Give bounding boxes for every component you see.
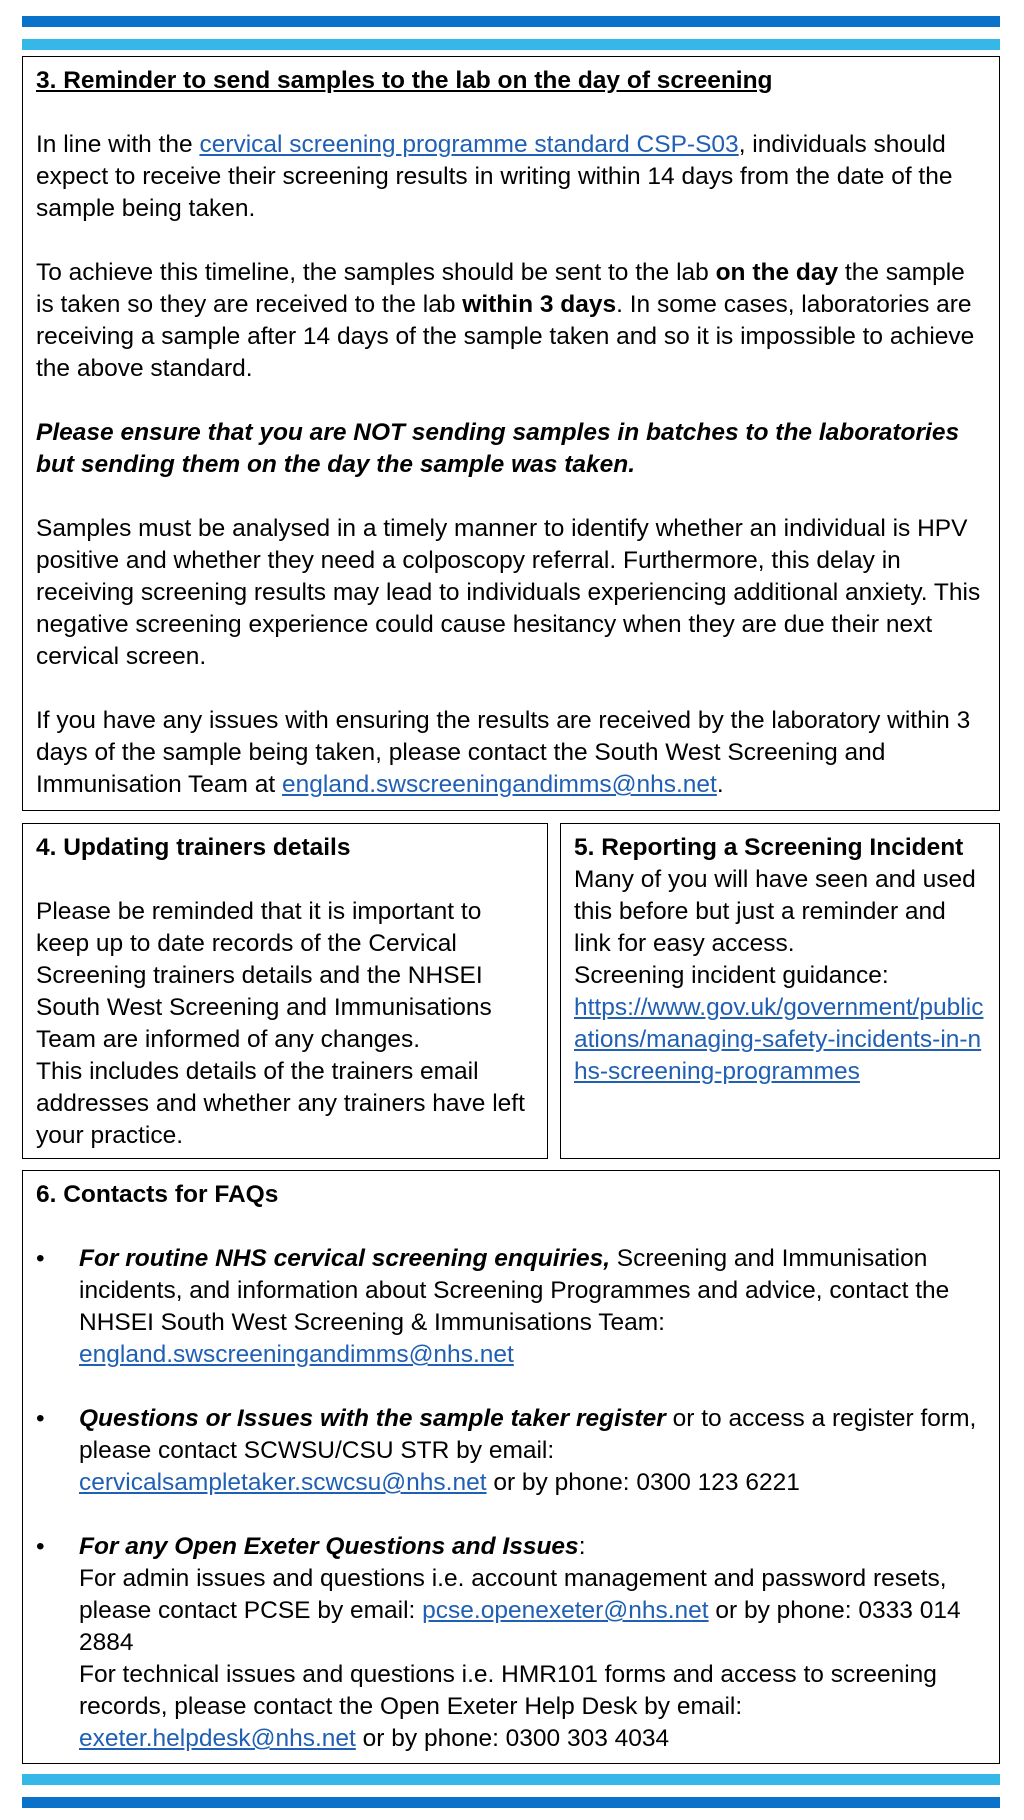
section-6-heading: 6. Contacts for FAQs — [36, 1181, 279, 1208]
section-4-paragraph-1: Please be reminded that it is important to keep up to date records of the Cervical Screening trainers details and the NHSEI South West Screening and Immunisations Team are informed of any changes. — [36, 898, 492, 1053]
section-5-heading: 5. Reporting a Screening Incident — [574, 834, 964, 861]
section-4-paragraph-2: This includes details of the trainers email addresses and whether any trainers have left your practice. — [36, 1058, 525, 1149]
sample-taker-email-link[interactable]: cervicalsampletaker.scwcsu@nhs.net — [79, 1469, 487, 1496]
section-3-emphasis: Please ensure that you are NOT sending samples in batches to the laboratories but sending them on the day the sample was taken. — [36, 419, 960, 478]
contact-item-routine: • For routine NHS cervical screening enquiries, Screening and Immunisation incidents, and information about Screening Programmes and advice, contact the NHSEI South West Screening & Immunisations Team: england.swscreeningandimms@nhs.net — [36, 1245, 950, 1368]
contact-item-open-exeter: • For any Open Exeter Questions and Issues: For admin issues and questions i.e. account management and password resets, please contact PCSE by email: pcse.openexeter@nhs.net or by phone: 0333 014 2884 For technical issues and questions i.e. HMR101 forms and access to screening records, please contact the Open Exeter Help Desk by email: exeter.helpdesk@nhs.net or by phone: 0300 303 4034 — [36, 1533, 961, 1752]
bottom-blue-bar — [22, 1797, 1000, 1808]
section-3-paragraph-4: Samples must be analysed in a timely manner to identify whether an individual is HPV positive and whether they need a colposcopy referral. Furthermore, this delay in receiving screening results may lead to individuals experiencing additional anxiety. This negative screening experience could cause hesitancy when they are due their next cervical screen. — [36, 515, 981, 670]
bullet: • — [36, 1245, 45, 1272]
section-3-heading: 3. Reminder to send samples to the lab on the day of screening — [36, 67, 773, 94]
contact-item-sample-taker: • Questions or Issues with the sample taker register or to access a register form, please contact SCWSU/CSU STR by email: cervicalsampletaker.scwcsu@nhs.net or by phone: 0300 123 6221 — [36, 1405, 977, 1496]
pcse-email-link[interactable]: pcse.openexeter@nhs.net — [422, 1597, 709, 1624]
exeter-helpdesk-email-link[interactable]: exeter.helpdesk@nhs.net — [79, 1725, 356, 1752]
section-5-box — [560, 823, 1000, 1159]
sw-screening-email-link[interactable]: england.swscreeningandimms@nhs.net — [282, 771, 717, 798]
csp-s03-link[interactable]: cervical screening programme standard CSP-S03 — [199, 131, 739, 158]
top-blue-bar — [22, 16, 1000, 27]
section-3-paragraph-5: If you have any issues with ensuring the results are received by the laboratory within 3 days of the sample being taken, please contact the South West Screening and Immunisation Team at england.swscreeningandimms@nhs.net. — [36, 707, 971, 798]
section-4-heading: 4. Updating trainers details — [36, 834, 351, 861]
section-5-paragraph-1: Many of you will have seen and used this before but just a reminder and link for easy access. — [574, 866, 976, 957]
sw-screening-email-link-2[interactable]: england.swscreeningandimms@nhs.net — [79, 1341, 514, 1368]
top-light-blue-bar — [22, 39, 1000, 50]
section-3-paragraph-2: To achieve this timeline, the samples should be sent to the lab on the day the sample is taken so they are received to the lab within 3 days. In some cases, laboratories are receiving a sample after 14 days of the sample taken and so it is impossible to achieve the above standard. — [36, 259, 975, 382]
section-5-paragraph-2: Screening incident guidance: — [574, 962, 889, 989]
section-6-box — [22, 1170, 1000, 1764]
incident-guidance-link[interactable]: https://www.gov.uk/government/publications/managing-safety-incidents-in-nhs-screening-programmes — [574, 994, 984, 1085]
bullet: • — [36, 1405, 45, 1432]
bottom-light-blue-bar — [22, 1774, 1000, 1785]
section-3-paragraph-1: In line with the cervical screening programme standard CSP-S03, individuals should expect to receive their screening results in writing within 14 days from the date of the sample being taken. — [36, 131, 953, 222]
bullet: • — [36, 1533, 45, 1560]
section-4-box — [22, 823, 548, 1159]
section-3-box — [22, 56, 1000, 811]
section-5-link-wrap — [574, 992, 986, 1088]
